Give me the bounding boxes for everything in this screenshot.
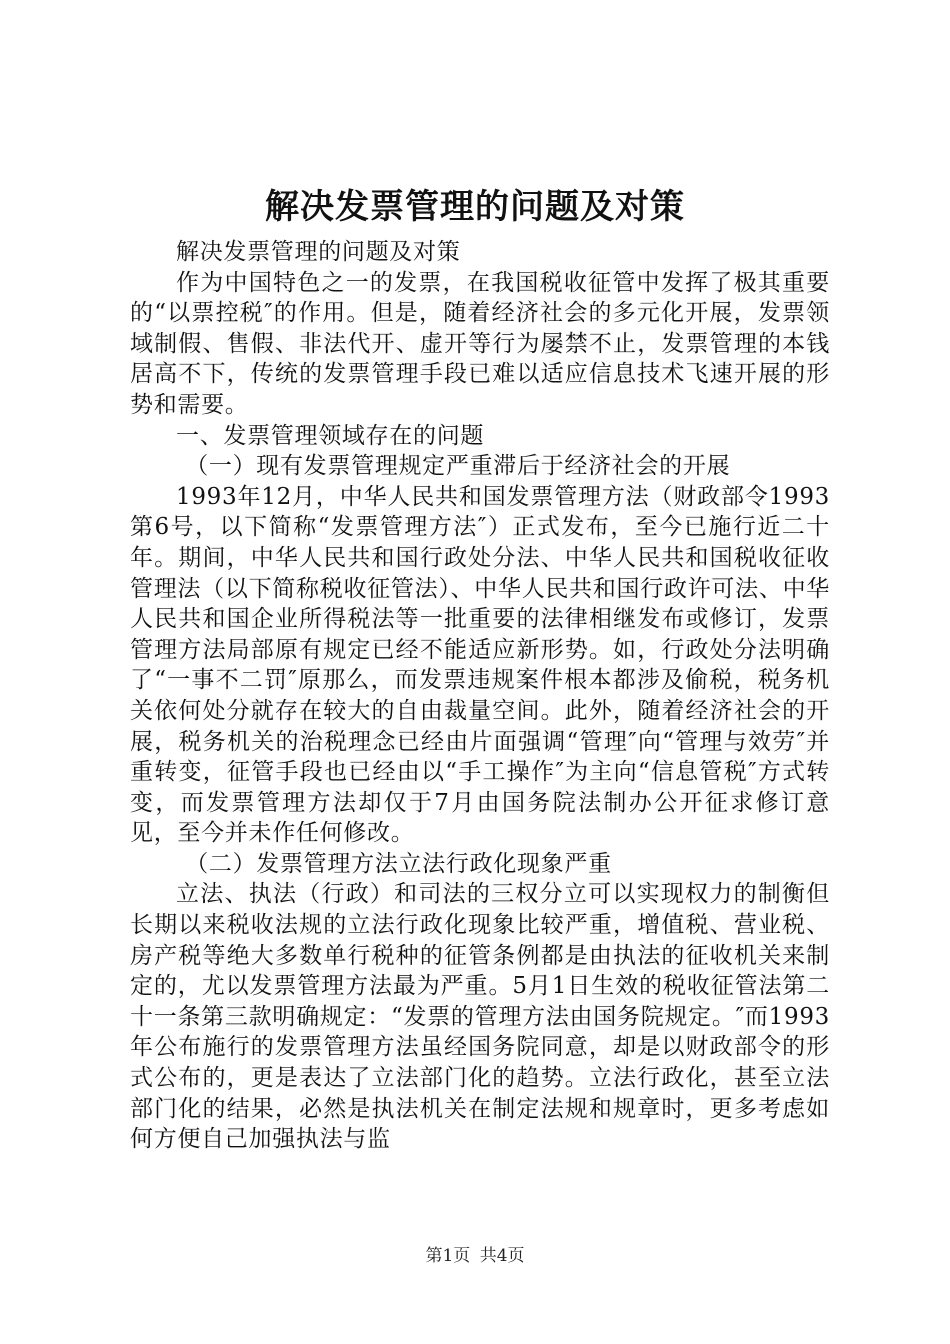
document-title: 解决发票管理的问题及对策	[265, 187, 685, 227]
paragraph-intro: 作为中国特色之一的发票，在我国税收征管中发挥了极其重要的“以票控税″的作用。但是，随着经济社会的多元化开展，发票领域制假、售假、非法代开、虚开等行为屡禁不止，发票管理的本钱居高不下，传统的发票管理手段已难以适应信息技术飞速开展的形势和需要。	[130, 269, 830, 418]
subsection-heading-2: （二）发票管理方法立法行政化现象严重	[185, 850, 612, 877]
paragraph-regulations-outdated: 1993年12月，中华人民共和国发票管理方法（财政部令1993第6号，以下简称“发票管理方法″）正式发布，至今已施行近二十年。期间，中华人民共和国行政处分法、中华人民共和国税收征收管理法（以下简称税收征管法）、中华人民共和国行政许可法、中华人民共和国企业所得税法等一批重要的法律相继发布或修订，发票管理方法局部原有规定已经不能适应新形势。如，行政处分法明确了“一事不二罚″原那么，而发票违规案件根本都涉及偷税，税务机关依何处分就存在较大的自由裁量空间。此外，随着经济社会的开展，税务机关的治税理念已经由片面强调“管理″向“管理与效劳″并重转变，征管手段也已经由以“手工操作″为主向“信息管税″方式转变，而发票管理方法却仅于7月由国务院法制办公开征求修订意见，至今并未作任何修改。	[130, 483, 830, 847]
paragraph-legislation-administrative: 立法、执法（行政）和司法的三权分立可以实现权力的制衡但长期以来税收法规的立法行政化现象比较严重，增值税、营业税、房产税等绝大多数单行税种的征管条例都是由执法的征收机关来制定的，尤以发票管理方法最为严重。5月1日生效的税收征管法第二十一条第三款明确规定：“发票的管理方法由国务院规定。″而1993年公布施行的发票管理方法虽经国务院同意，却是以财政部令的形式公布的，更是表达了立法部门化的趋势。立法行政化，甚至立法部门化的结果，必然是执法机关在制定法规和规章时，更多考虑如何方便自己加强执法与监	[130, 881, 830, 1153]
page-number: 第1页	[425, 1246, 471, 1266]
document-body	[130, 237, 830, 1155]
page-footer	[0, 1245, 950, 1267]
section-heading-problems: 一、发票管理领域存在的问题	[176, 422, 485, 449]
subsection-heading-1: （一）现有发票管理规定严重滞后于经济社会的开展	[185, 453, 731, 480]
page-total: 共4页	[479, 1246, 525, 1266]
paragraph-repeated-title: 解决发票管理的问题及对策	[176, 239, 461, 265]
